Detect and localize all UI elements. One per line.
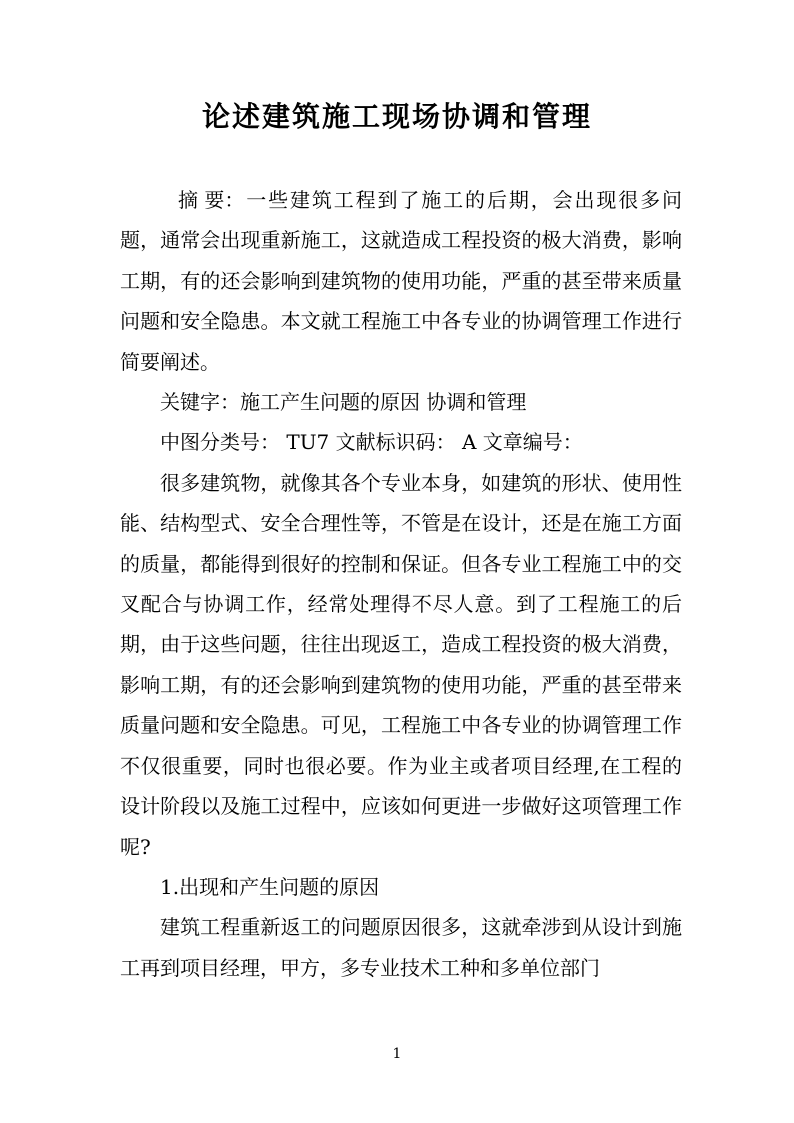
section-heading-1: 1.出现和产生问题的原因 (160, 874, 380, 899)
keywords-line: 关键字：施工产生问题的原因 协调和管理 (160, 390, 527, 415)
abstract-paragraph (120, 180, 682, 382)
document-body (120, 180, 682, 988)
abstract-label: 摘 要： (178, 188, 245, 212)
classification-line: 中图分类号： TU7 文献标识码： A 文章编号： (160, 430, 583, 455)
body-paragraph-2: 建筑工程重新返工的问题原因很多，这就牵涉到从设计到施工再到项目经理，甲方，多专业技术工种和多单位部门 (120, 915, 682, 980)
page-number: 1 (392, 1046, 402, 1062)
abstract-text: 一些建筑工程到了施工的后期，会出现很多问题，通常会出现重新施工，这就造成工程投资的极大消费，影响工期，有的还会影响到建筑物的使用功能，严重的甚至带来质量问题和安全隐患。本文就工程施工中各专业的协调管理工作进行简要阐述。 (120, 188, 682, 374)
body-paragraph-1: 很多建筑物，就像其各个专业本身，如建筑的形状、使用性能、结构型式、安全合理性等，不管是在设计，还是在施工方面的质量，都能得到很好的控制和保证。但各专业工程施工中的交叉配合与协调工作，经常处理得不尽人意。到了工程施工的后期，由于这些问题，往往出现返工，造成工程投资的极大消费，影响工期，有的还会影响到建筑物的使用功能，严重的甚至带来质量问题和安全隐患。可见，工程施工中各专业的协调管理工作不仅很重要，同时也很必要。作为业主或者项目经理,在工程的设计阶段以及施工过程中，应该如何更进一步做好这项管理工作呢? (120, 470, 682, 859)
document-title: 论述建筑施工现场协调和管理 (201, 100, 592, 133)
